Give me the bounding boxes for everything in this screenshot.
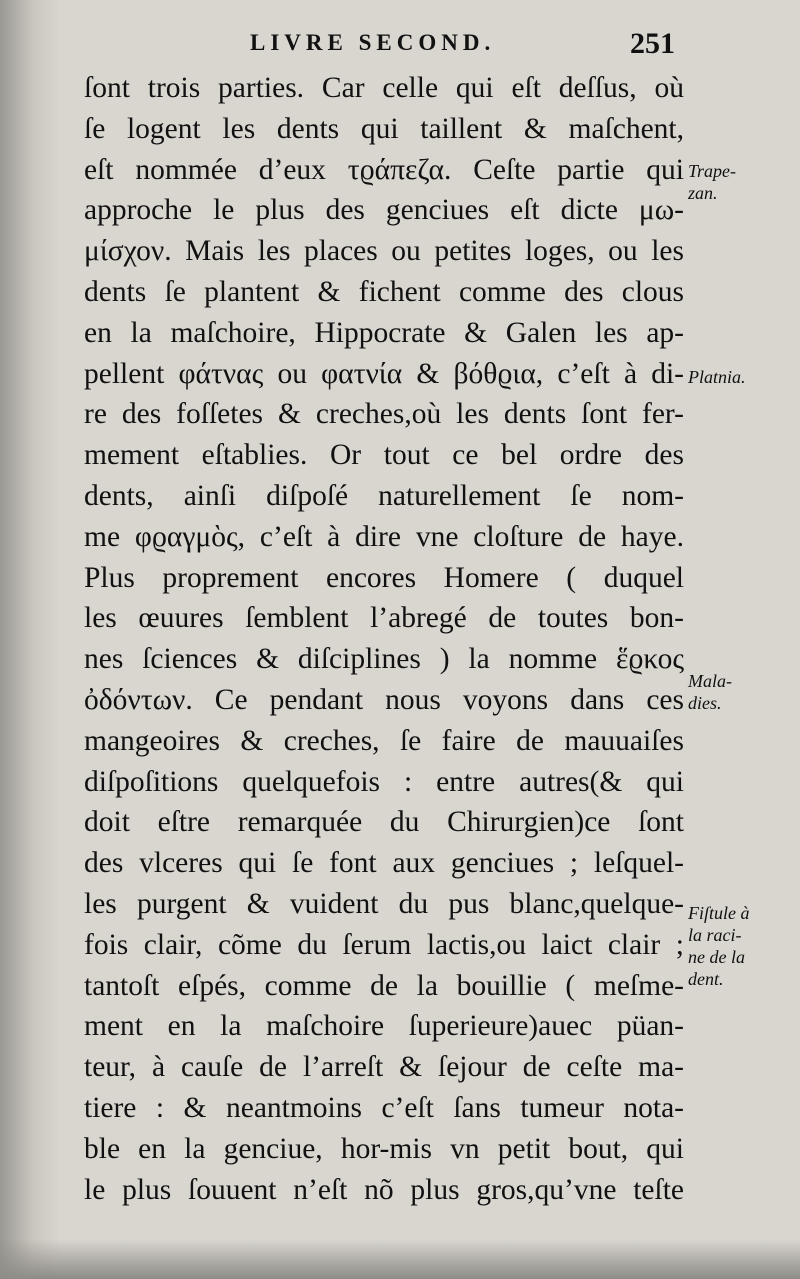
text-line: les œuures ſemblent l’abregé de toutes bon- [84,602,684,635]
text-line: mangeoires & creches, ſe faire de mauuaiſes [84,724,684,757]
text-line: dents ſe plantent & fichent comme des clous [84,275,684,308]
text-line: mement eſtablies. Or tout ce bel ordre des [84,439,684,472]
text-line: en la maſchoire, Hippocrate & Galen les ap- [84,316,684,349]
text-line: me φϱαγμὸς, c’eſt à dire vne cloſture de haye. [84,520,684,553]
text-line: doit eſtre remarquée du Chirurgien)ce ſont [84,806,684,839]
running-head-title: LIVRE SECOND. [250,30,496,55]
text-line: des vlceres qui ſe font aux genciues ; leſquel- [84,847,684,880]
text-line: μίσχον. Mais les places ou petites loges, ou les [84,235,684,268]
text-line: le plus ſouuent n’eſt nõ plus gros,qu’vne teſte [84,1173,684,1206]
text-line: fois clair, cõme du ſerum lactis,ou laict clair ; [84,928,684,961]
text-line: tiere : & neantmoins c’eſt ſans tumeur nota- [84,1091,684,1124]
text-line: dents, ainſi diſpoſé naturellement ſe nom- [84,479,684,512]
text-line: teur, à cauſe de l’arreſt & ſejour de ceſte ma- [84,1051,684,1084]
text-line: pellent φάτνας ou φατνία & βόθϱια, c’eſt à di- [84,357,684,390]
text-line: ſe logent les dents qui taillent & maſchent, [84,112,684,145]
text-line: eſt nommée d’eux τϱάπεζα. Ceſte partie qui [84,153,684,186]
margin-note: Platnia. [688,367,746,387]
page-number: 251 [630,27,675,60]
body-text [84,68,684,1210]
text-line: nes ſciences & diſciplines ) la nomme ἕϱκος [84,643,684,676]
text-line: ὀδόντων. Ce pendant nous voyons dans ces [84,683,684,716]
text-line: ſont trois parties. Car celle qui eſt deſſus, où [84,72,684,104]
text-line: Plus proprement encores Homere ( duquel [84,561,684,594]
text-line: les purgent & vuident du pus blanc,quelque- [84,887,684,920]
margin-note: Trape- zan. [688,161,737,203]
text-line: diſpoſitions quelquefois : entre autres(& qui [84,765,684,798]
margin-note: Fiſtule à la raci- ne de la dent. [688,903,750,989]
text-line: re des foſſetes & creches,où les dents ſont fer- [84,398,684,431]
text-line: ment en la maſchoire ſuperieure)auec püan- [84,1010,684,1043]
text-line: ble en la genciue, hor-mis vn petit bout, qui [84,1132,684,1165]
text-line: approche le plus des genciues eſt dicte μω- [84,194,684,227]
margin-note: Mala- dies. [688,671,732,713]
text-line: tantoſt eſpés, comme de la bouillie ( meſme- [84,969,684,1002]
